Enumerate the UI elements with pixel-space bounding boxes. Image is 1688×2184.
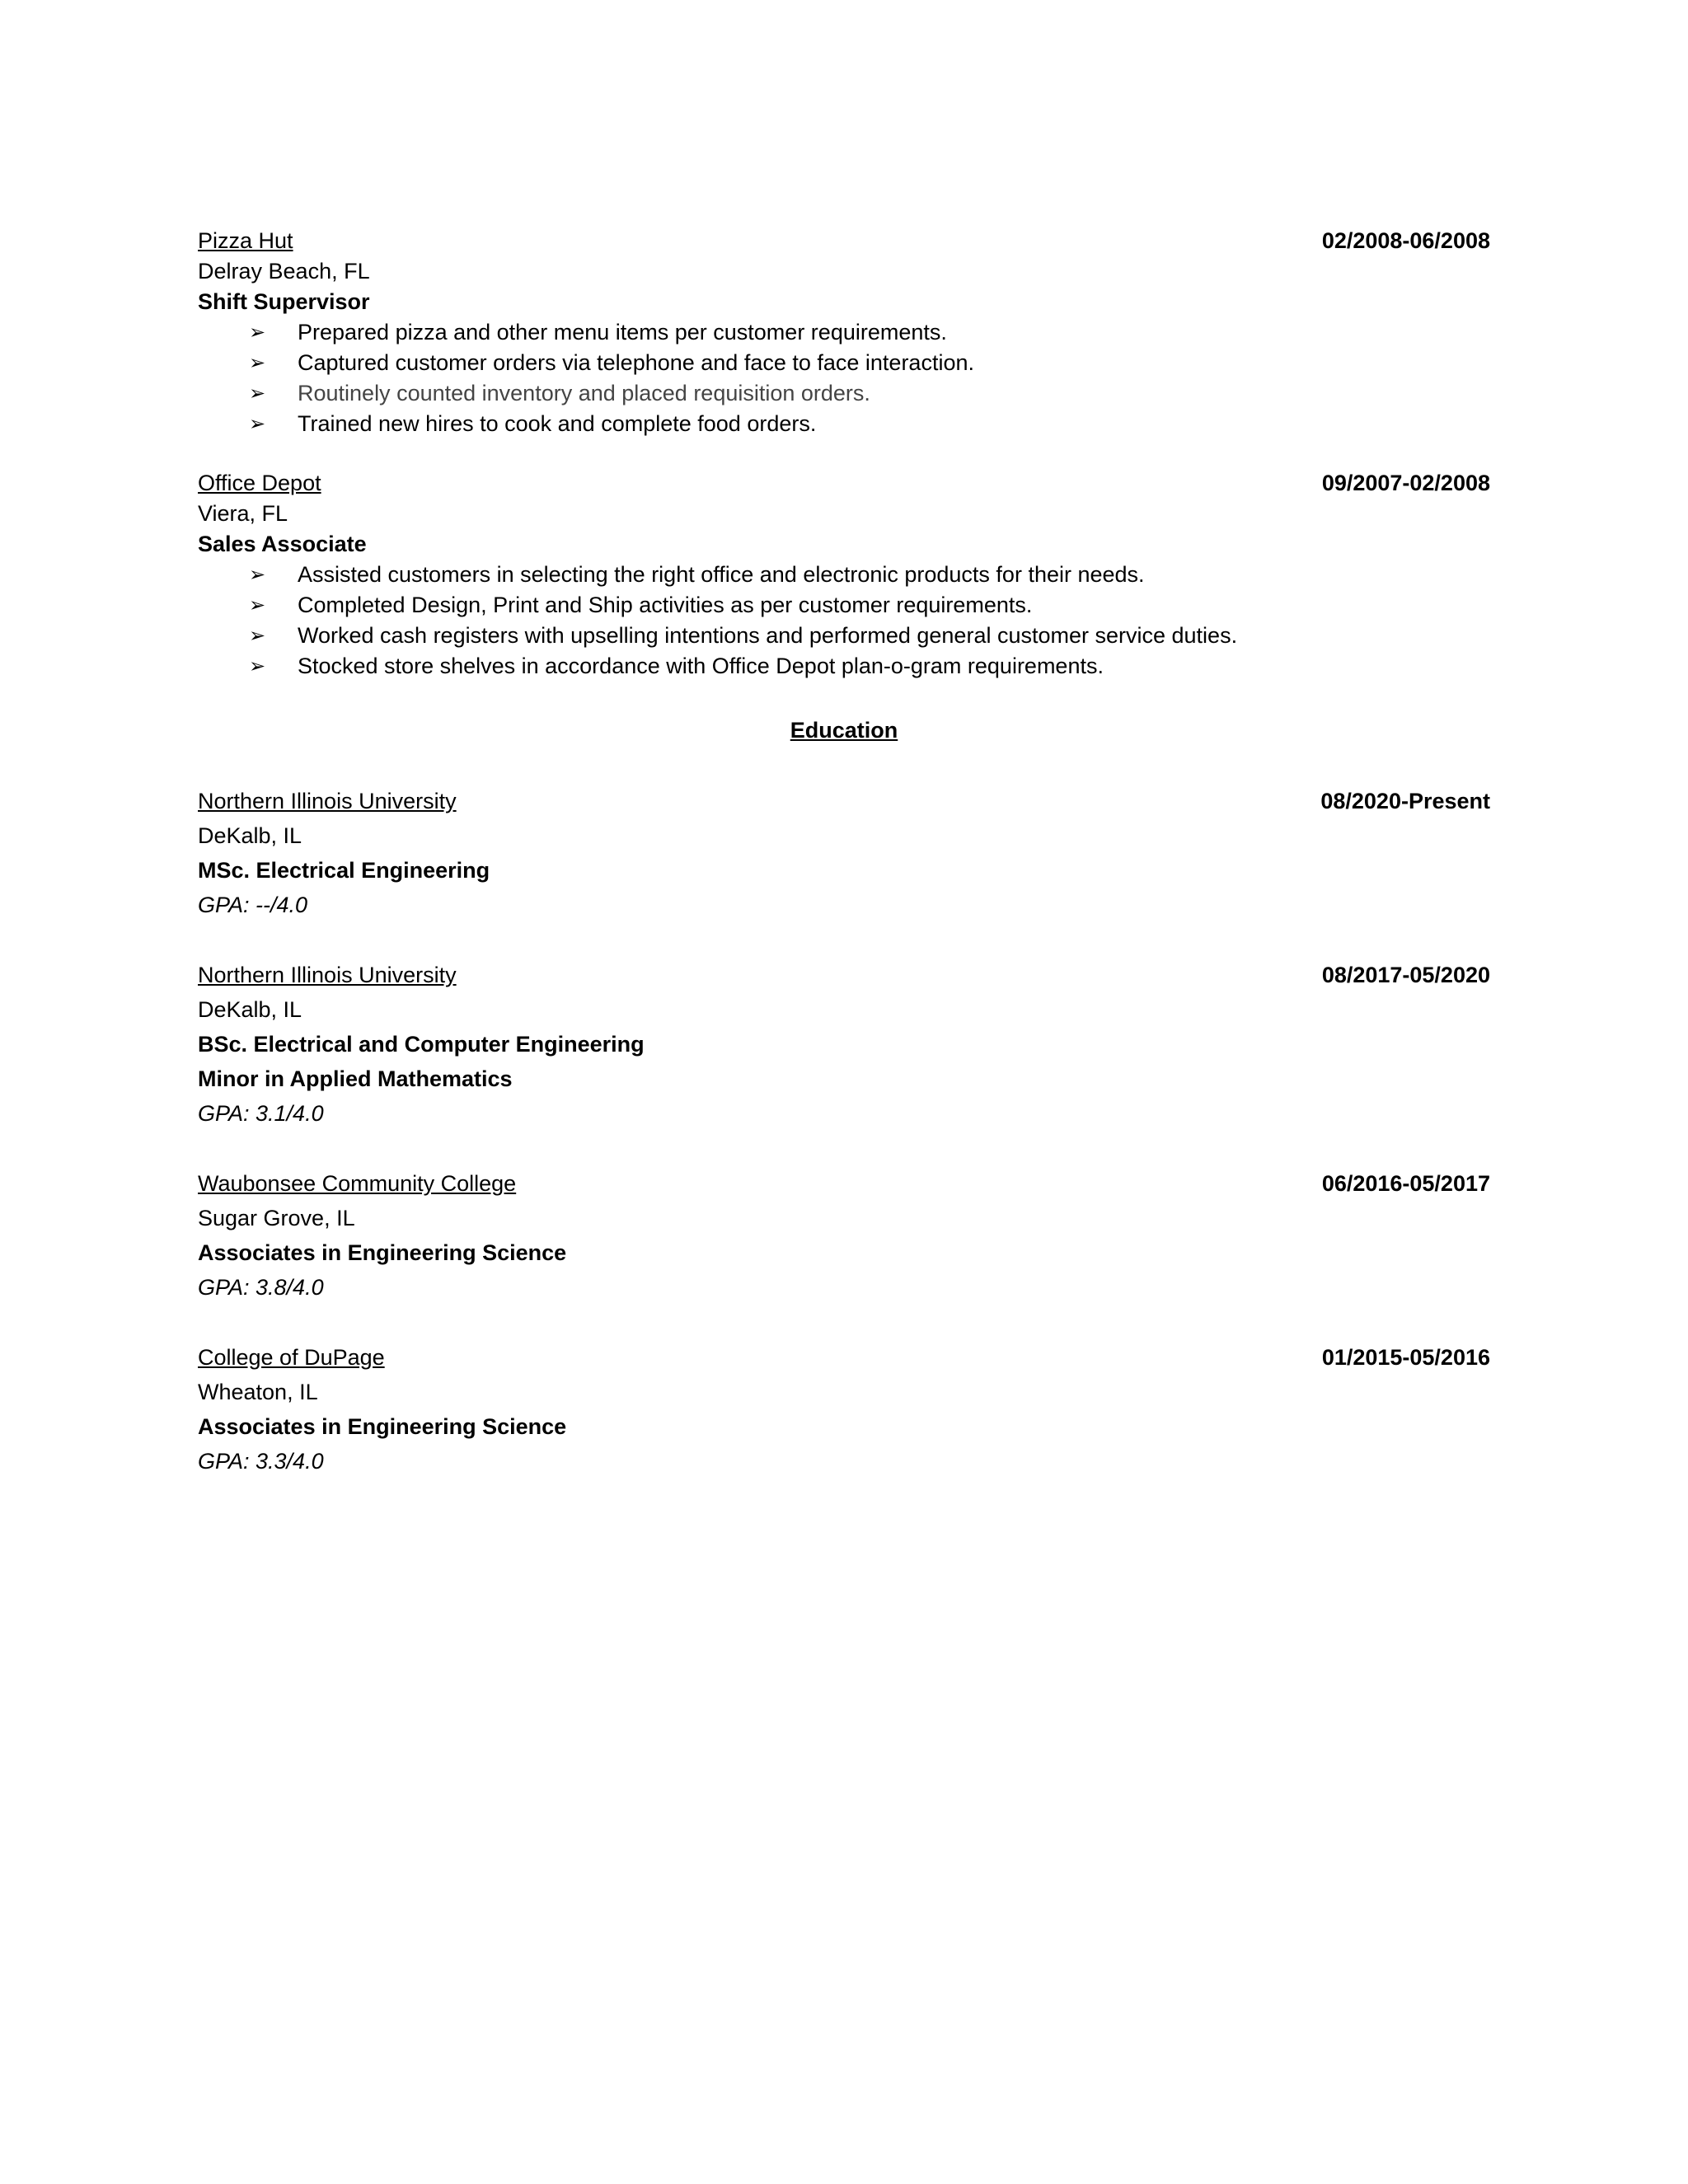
school-name: College of DuPage [198,1345,385,1370]
degree: Associates in Engineering Science [198,1240,567,1265]
education-header [198,784,1490,818]
bullet-item [198,590,1490,621]
job-entry-pizza-hut [198,226,1490,439]
employment-dates: 02/2008-06/2008 [1321,228,1490,253]
job-header [198,468,1490,499]
degree: Associates in Engineering Science [198,1414,567,1439]
school-location: Sugar Grove, IL [198,1206,355,1230]
bullet-text: Routinely counted inventory and placed requisition orders. [298,381,870,405]
job-title: Sales Associate [198,532,367,556]
bullet-text: Stocked store shelves in accordance with Office Depot plan-o-gram requirements. [298,654,1104,678]
job-location: Viera, FL [198,501,288,526]
arrow-bullet-icon: ➢ [249,625,266,647]
arrow-bullet-icon: ➢ [249,655,266,677]
arrow-bullet-icon: ➢ [249,413,266,435]
bullet-item [198,378,1490,409]
education-entry-dupage [198,1340,1490,1479]
job-entry-office-depot [198,468,1490,682]
school-name: Northern Illinois University [198,963,457,987]
employer-name: Pizza Hut [198,228,293,253]
bullet-text: Prepared pizza and other menu items per customer requirements. [298,320,947,344]
school-location: Wheaton, IL [198,1380,318,1404]
bullet-text: Worked cash registers with upselling intentions and performed general customer service duties. [298,623,1238,648]
bullet-text: Completed Design, Print and Ship activities as per customer requirements. [298,593,1033,617]
school-location: DeKalb, IL [198,997,302,1022]
arrow-bullet-icon: ➢ [249,564,266,586]
education-dates: 01/2015-05/2016 [1321,1345,1490,1370]
bullet-item [198,560,1490,590]
arrow-bullet-icon: ➢ [249,382,266,405]
job-title: Shift Supervisor [198,289,370,314]
education-entry-waubonsee [198,1166,1490,1305]
job-location: Delray Beach, FL [198,259,370,284]
bullet-item [198,409,1490,439]
school-name: Waubonsee Community College [198,1171,517,1196]
gpa: GPA: --/4.0 [198,893,308,917]
arrow-bullet-icon: ➢ [249,352,266,374]
education-header [198,1340,1490,1375]
gpa: GPA: 3.3/4.0 [198,1449,324,1474]
school-location: DeKalb, IL [198,823,302,848]
bullet-text: Trained new hires to cook and complete food orders. [298,411,817,436]
bullet-item [198,651,1490,682]
bullet-text: Assisted customers in selecting the right office and electronic products for their needs. [298,562,1145,587]
school-name: Northern Illinois University [198,789,457,813]
bullet-item [198,348,1490,378]
education-header [198,1166,1490,1201]
bullet-item [198,621,1490,651]
employment-dates: 09/2007-02/2008 [1321,471,1490,495]
education-dates: 08/2020-Present [1320,789,1490,813]
bullet-item [198,317,1490,348]
education-header [198,958,1490,992]
gpa: GPA: 3.8/4.0 [198,1275,324,1300]
bullet-text: Captured customer orders via telephone and face to face interaction. [298,350,974,375]
job-header [198,226,1490,256]
education-dates: 08/2017-05/2020 [1321,963,1490,987]
minor: Minor in Applied Mathematics [198,1066,513,1091]
education-entry-niu-bsc [198,958,1490,1131]
arrow-bullet-icon: ➢ [249,594,266,616]
education-dates: 06/2016-05/2017 [1321,1171,1490,1196]
education-heading: Education [790,718,898,743]
employer-name: Office Depot [198,471,321,495]
education-entry-niu-msc [198,784,1490,922]
degree: MSc. Electrical Engineering [198,858,490,883]
degree: BSc. Electrical and Computer Engineering [198,1032,645,1057]
arrow-bullet-icon: ➢ [249,321,266,344]
gpa: GPA: 3.1/4.0 [198,1101,324,1126]
